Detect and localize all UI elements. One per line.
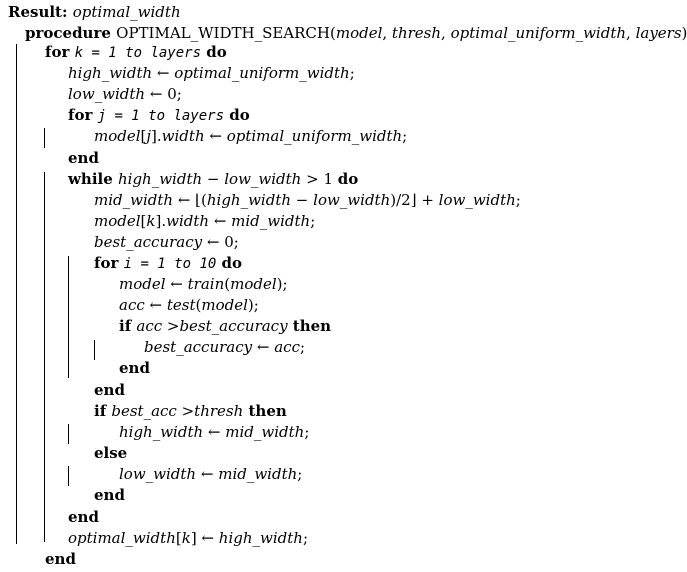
code-token: mid_width	[218, 465, 298, 483]
code-token: );	[247, 296, 259, 314]
code-token: acc	[119, 296, 145, 314]
code-line	[94, 211, 315, 231]
code-token: low_width	[313, 191, 391, 209]
code-token: else	[94, 444, 128, 462]
code-token: k	[146, 212, 156, 230]
code-line	[94, 232, 239, 252]
code-line	[68, 84, 182, 104]
code-token: then	[243, 402, 287, 420]
code-token: test	[166, 296, 196, 314]
code-token: high_width	[218, 529, 303, 547]
code-token: best_acc >thresh	[111, 402, 244, 420]
code-token: i = 1 to 10	[123, 256, 217, 272]
code-token: acc	[274, 338, 300, 356]
code-line	[119, 358, 150, 378]
code-token: ;	[297, 465, 303, 483]
code-token: j	[146, 127, 152, 145]
code-token: high_width	[68, 64, 153, 82]
code-line	[68, 169, 358, 189]
indent-guide	[44, 172, 45, 542]
code-token: j = 1 to layers	[97, 108, 225, 124]
code-token: then	[287, 317, 332, 335]
code-line	[68, 507, 99, 527]
indent-guide	[68, 424, 69, 444]
code-line	[25, 23, 687, 43]
code-token: ←	[165, 275, 188, 293]
code-token: ←	[252, 338, 275, 356]
indent-guide	[68, 256, 69, 378]
code-token: end	[119, 359, 150, 377]
code-token: for	[45, 43, 75, 61]
code-token: model	[94, 127, 141, 145]
code-token: acc >best_accuracy	[136, 317, 288, 335]
code-token: do	[224, 106, 250, 124]
code-token: model	[94, 212, 141, 230]
code-line	[68, 105, 250, 126]
code-token: if	[94, 402, 112, 420]
code-token: low_width	[438, 191, 516, 209]
code-token: width	[161, 127, 205, 145]
code-line	[94, 443, 127, 463]
code-token: ;	[302, 529, 308, 547]
code-token: low_width	[224, 170, 302, 188]
code-token: [	[140, 212, 147, 230]
code-token: while	[68, 170, 118, 188]
code-line	[119, 274, 288, 294]
code-token: optimal_uniform_width	[174, 64, 350, 82]
code-token: ;	[310, 212, 316, 230]
code-token: optimal_uniform_width	[450, 24, 627, 42]
code-token: thresh	[391, 24, 442, 42]
code-token: ←	[144, 296, 167, 314]
code-token: ←	[152, 64, 175, 82]
code-token: end	[94, 486, 125, 504]
code-token: ,	[441, 24, 451, 42]
code-token: best_accuracy	[94, 233, 203, 251]
code-token: )	[681, 24, 687, 42]
code-token: end	[45, 550, 76, 568]
code-token: ← 0;	[202, 233, 239, 251]
code-line	[94, 190, 521, 210]
code-token: low_width	[68, 85, 146, 103]
code-token: procedure	[25, 24, 117, 42]
code-token: mid_width	[94, 191, 174, 209]
code-token: if	[119, 317, 137, 335]
code-token: −	[202, 170, 225, 188]
code-token: ;	[349, 64, 355, 82]
code-token: end	[68, 508, 99, 526]
code-token: );	[276, 275, 288, 293]
code-line	[45, 42, 227, 63]
code-line	[94, 401, 287, 421]
code-line	[68, 63, 355, 83]
code-line	[45, 549, 76, 569]
code-token: )/2⌋ +	[390, 191, 439, 209]
code-token: model	[119, 275, 166, 293]
code-token: mid_width	[225, 423, 305, 441]
code-token: [	[140, 127, 147, 145]
code-token: for	[94, 254, 124, 272]
code-token: ←	[204, 127, 227, 145]
code-token: model	[201, 296, 248, 314]
code-token: −	[291, 191, 314, 209]
code-token: [	[175, 529, 182, 547]
code-token: width	[166, 212, 210, 230]
code-token: train	[187, 275, 225, 293]
code-token: model	[335, 24, 383, 42]
code-line	[119, 316, 331, 336]
code-token: ,	[626, 24, 636, 42]
code-token: optimal_width	[72, 3, 181, 21]
code-token: ].	[155, 212, 167, 230]
code-token: k	[181, 529, 191, 547]
indent-guide	[16, 44, 17, 544]
code-token: (	[329, 24, 336, 42]
code-line	[68, 528, 308, 548]
code-token: high_width	[117, 170, 203, 188]
code-line	[8, 2, 181, 22]
code-token: do	[337, 170, 359, 188]
code-token: mid_width	[231, 212, 311, 230]
code-token: end	[68, 149, 99, 167]
code-token: OPTIMAL_WIDTH_SEARCH	[116, 24, 330, 42]
code-token: high_width	[119, 423, 204, 441]
code-token: do	[216, 254, 243, 272]
code-token: ,	[382, 24, 392, 42]
code-token: layers	[635, 24, 682, 42]
code-line	[119, 464, 302, 484]
code-line	[68, 148, 99, 168]
code-token: ← ⌊(	[173, 191, 207, 209]
code-line	[94, 380, 125, 400]
code-token: ].	[151, 127, 162, 145]
code-token: ← 0;	[145, 85, 182, 103]
code-line	[94, 126, 407, 146]
code-line	[94, 253, 242, 274]
code-token: k = 1 to layers	[74, 45, 202, 61]
code-token: for	[68, 106, 98, 124]
code-line	[119, 295, 259, 315]
code-token: optimal_uniform_width	[226, 127, 403, 145]
code-token: model	[230, 275, 277, 293]
code-token: best_accuracy	[144, 338, 253, 356]
code-token: ;	[515, 191, 521, 209]
indent-guide	[44, 128, 45, 148]
code-token: ←	[203, 423, 226, 441]
code-token: ;	[304, 423, 310, 441]
code-token: ] ←	[190, 529, 219, 547]
code-token: end	[94, 381, 125, 399]
code-token: do	[201, 43, 227, 61]
code-token: ←	[196, 465, 219, 483]
code-line	[144, 337, 305, 357]
code-token: > 1	[301, 170, 338, 188]
code-line	[119, 422, 309, 442]
code-token: ←	[209, 212, 232, 230]
code-token: high_width	[206, 191, 292, 209]
code-token: Result:	[8, 3, 73, 21]
code-token: (	[195, 296, 202, 314]
indent-guide	[68, 466, 69, 486]
indent-guide	[94, 340, 95, 360]
code-token: ;	[299, 338, 306, 356]
code-token: optimal_width	[68, 529, 176, 547]
code-token: ;	[402, 127, 408, 145]
code-token: (	[224, 275, 231, 293]
code-token: low_width	[119, 465, 197, 483]
code-line	[94, 485, 125, 505]
